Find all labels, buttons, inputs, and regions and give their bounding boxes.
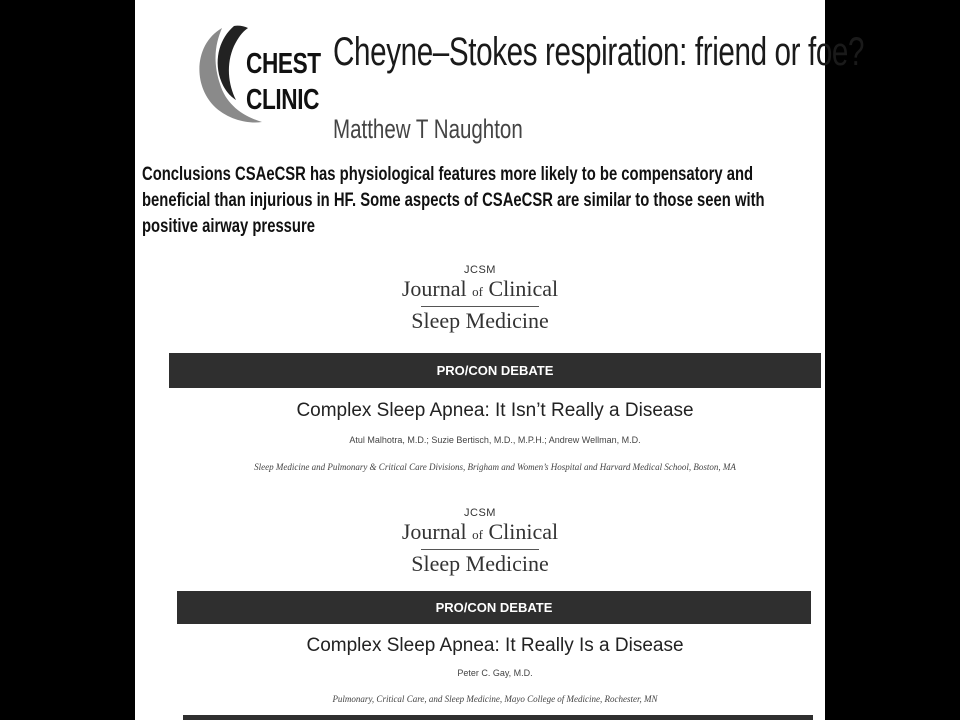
journal-name-line1: Journal of Clinical [401,519,559,544]
article-title: Complex Sleep Apnea: It Really Is a Disease [306,635,684,656]
article-authors: Atul Malhotra, M.D.; Suzie Bertisch, M.D., M.P.H.; Andrew Wellman, M.D. [349,435,641,445]
journal-name-line2: Sleep Medicine [411,551,549,576]
article-title: Complex Sleep Apnea: It Isn’t Really a Disease [296,400,694,421]
debate-band: PRO/CON DEBATE [177,591,811,624]
clinic-logo-word: CLINIC [246,84,320,116]
journal-abbrev: JCSM [464,507,496,519]
bottom-band [183,715,813,720]
journal-divider [421,306,539,307]
article-affiliation: Pulmonary, Critical Care, and Sleep Medicine, Mayo College of Medicine, Rochester, MN [332,694,658,704]
conclusion-text: Conclusions CSAeCSR has physiological features more likely to be compensatory and beneficial than injurious in HF. Some aspects of CSAeCSR are similar to those seen with positive airway pressure [142,164,765,237]
journal-logo [135,264,825,334]
journal-abbrev: JCSM [464,264,496,276]
journal-name-line2: Sleep Medicine [411,308,549,333]
journal-name-line1: Journal of Clinical [401,276,559,301]
article-authors: Peter C. Gay, M.D. [457,668,533,678]
author-name: Matthew T Naughton [333,114,523,144]
debate-band: PRO/CON DEBATE [169,353,821,388]
journal-divider [421,549,539,550]
journal-logo [135,507,825,577]
slide-title: Cheyne–Stokes respiration: friend or foe? [333,30,865,74]
article-affiliation: Sleep Medicine and Pulmonary & Critical Care Divisions, Brigham and Women’s Hospital and Harvard Medical School, Boston, MA [254,462,736,472]
chest-logo-word: CHEST [246,48,321,80]
